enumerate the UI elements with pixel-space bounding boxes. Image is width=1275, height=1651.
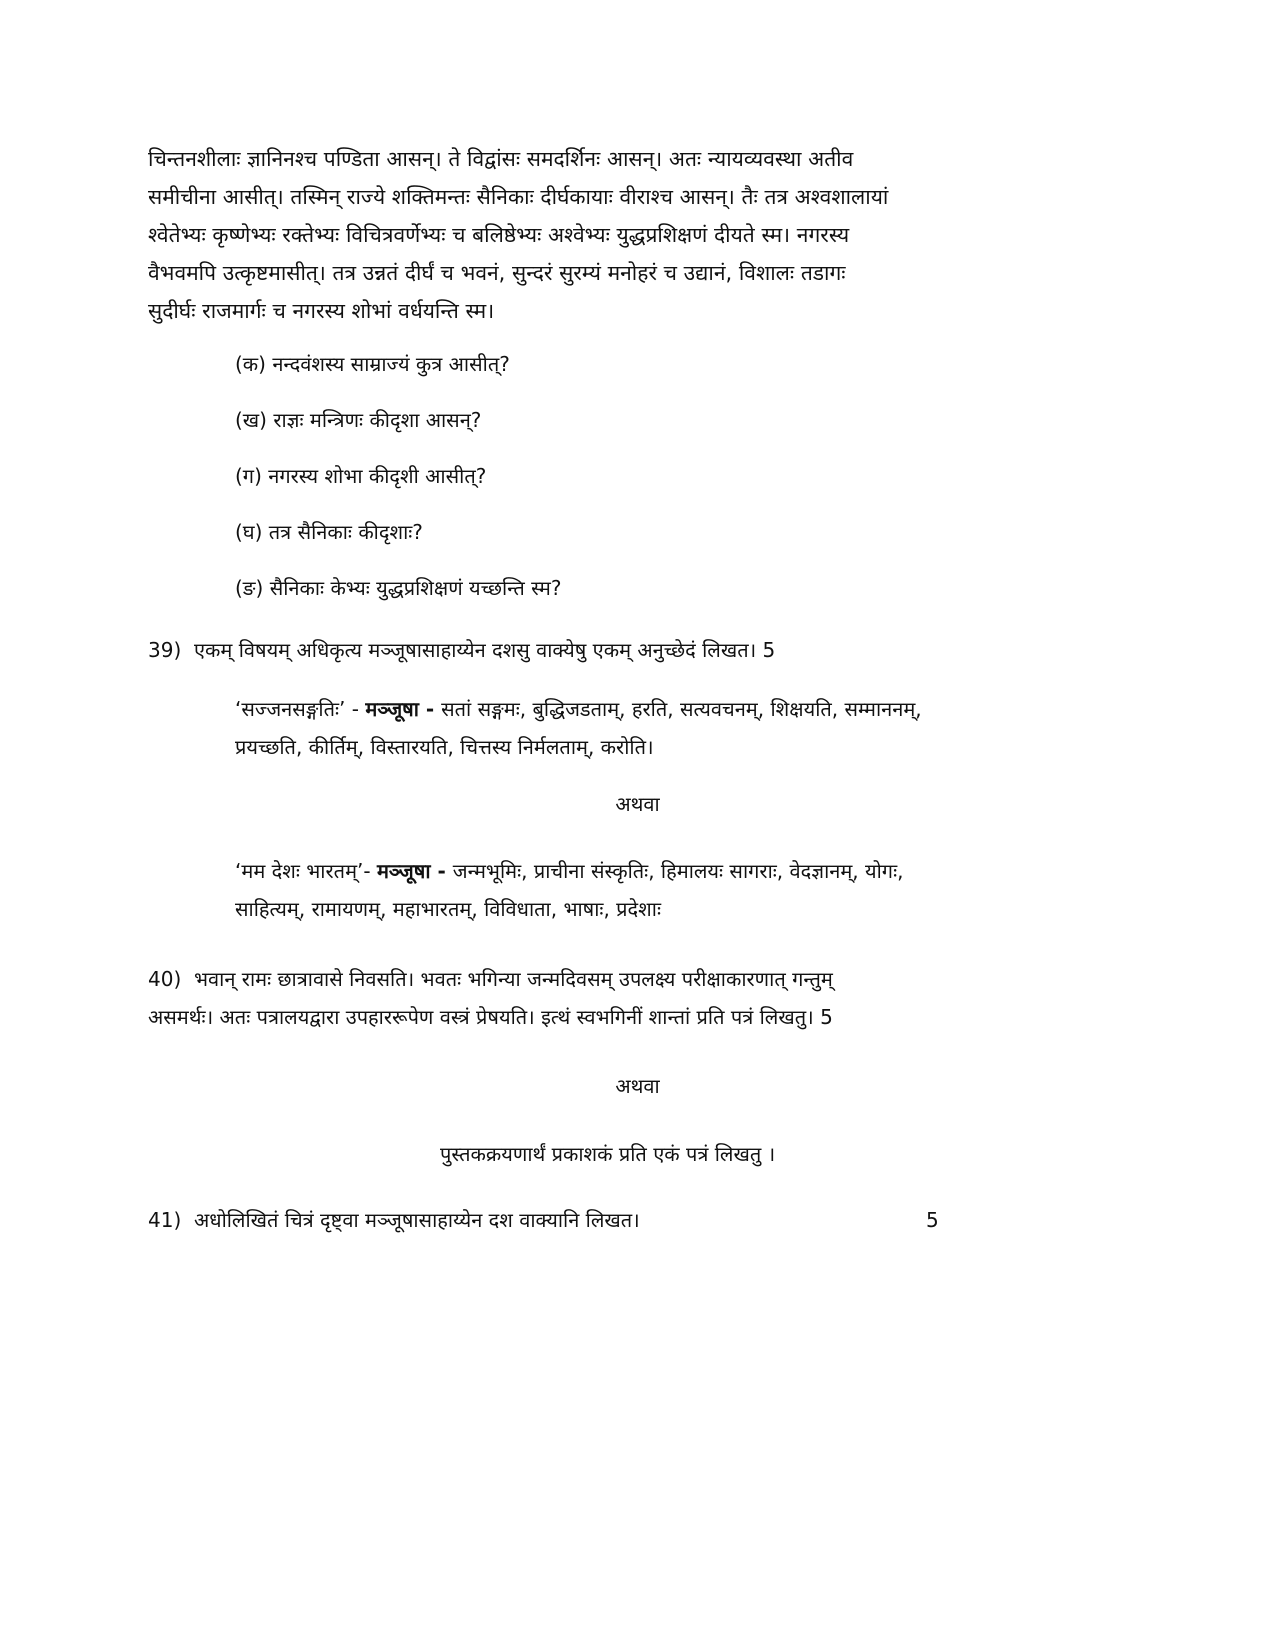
question-kha: (ख) राज्ञः मन्त्रिणः कीदृशा आसन्? xyxy=(235,408,482,432)
q39-option-2 xyxy=(235,852,1095,928)
option-line: साहित्यम्, रामायणम्, महाभारतम्, विविधाता, भाषाः, प्रदेशाः xyxy=(235,897,661,921)
question-number: 40) xyxy=(148,967,182,991)
manjusha-words: जन्मभूमिः, प्राचीना संस्कृतिः, हिमालयः सागराः, वेदज्ञानम्, योगः, xyxy=(452,859,904,883)
passage-line: समीचीना आसीत्। तस्मिन् राज्ये शक्तिमन्तः सैनिकाः दीर्घकायाः वीराश्च आसन्। तैः तत्र अश्वशालायां xyxy=(148,185,889,209)
question-number: 41) xyxy=(148,1208,182,1232)
marks: 5 xyxy=(926,1208,939,1232)
topic-title: ‘मम देशः भारतम्’- xyxy=(235,859,377,883)
question-gha: (घ) तत्र सैनिकाः कीदृशाः? xyxy=(235,520,423,544)
passage-line: वैभवमपि उत्कृष्टमासीत्। तत्र उन्नतं दीर्घं च भवनं, सुन्दरं सुरम्यं मनोहरं च उद्यानं, विशालः तडागः xyxy=(148,261,846,285)
question-text: एकम् विषयम् अधिकृत्य मञ्जूषासाहाय्येन दशसु वाक्येषु एकम् अनुच्छेदं लिखत। 5 xyxy=(193,638,776,662)
question-text: अधोलिखितं चित्रं दृष्ट्वा मञ्जूषासाहाय्येन दश वाक्यानि लिखत। xyxy=(193,1208,640,1232)
or-divider: अथवा xyxy=(615,792,660,816)
option-line xyxy=(235,690,1095,728)
question-number: 39) xyxy=(148,638,182,662)
question-39 xyxy=(148,636,775,664)
manjusha-label: मञ्जूषा - xyxy=(365,697,442,721)
question-line xyxy=(148,960,1068,998)
option-line xyxy=(235,852,1095,890)
question-nga: (ङ) सैनिकाः केभ्यः युद्धप्रशिक्षणं यच्छन्ति स्म? xyxy=(235,576,562,600)
passage-paragraph xyxy=(148,140,1068,330)
q39-option-1 xyxy=(235,690,1095,766)
option-line: प्रयच्छति, कीर्तिम्, विस्तारयति, चित्तस्य निर्मलताम्, करोति। xyxy=(235,735,654,759)
question-ka: (क) नन्दवंशस्य साम्राज्यं कुत्र आसीत्? xyxy=(235,352,510,376)
passage-line: चिन्तनशीलाः ज्ञानिनश्च पण्डिता आसन्। ते विद्वांसः समदर्शिनः आसन्। अतः न्यायव्यवस्था अतीव xyxy=(148,147,854,171)
manjusha-words: सतां सङ्गमः, बुद्धिजडताम्, हरति, सत्यवचनम्, शिक्षयति, सम्माननम्, xyxy=(441,697,922,721)
question-text: भवान् रामः छात्रावासे निवसति। भवतः भगिन्या जन्मदिवसम् उपलक्ष्य परीक्षाकारणात् गन्तुम् xyxy=(193,967,833,991)
manjusha-label: मञ्जूषा - xyxy=(376,859,453,883)
topic-title: ‘सज्जनसङ्गतिः’ - xyxy=(235,697,366,721)
question-40 xyxy=(148,960,1068,1036)
passage-line: श्वेतेभ्यः कृष्णेभ्यः रक्तेभ्यः विचित्रवर्णेभ्यः च बलिष्ठेभ्यः अश्वेभ्यः युद्धप्रशिक्षणं दीयते स्म। नगरस्य xyxy=(148,223,850,247)
question-line: असमर्थः। अतः पत्रालयद्वारा उपहाररूपेण वस्त्रं प्रेषयति। इत्थं स्वभगिनीं शान्तां प्रति पत्रं लिखतु। 5 xyxy=(148,1005,833,1029)
q40-alternative: पुस्तकक्रयणार्थं प्रकाशकं प्रति एकं पत्रं लिखतु । xyxy=(440,1142,776,1166)
passage-line: सुदीर्घः राजमार्गः च नगरस्य शोभां वर्धयन्ति स्म। xyxy=(148,299,495,323)
question-ga: (ग) नगरस्य शोभा कीदृशी आसीत्? xyxy=(235,464,487,488)
question-41 xyxy=(148,1206,640,1234)
or-divider: अथवा xyxy=(615,1074,660,1098)
